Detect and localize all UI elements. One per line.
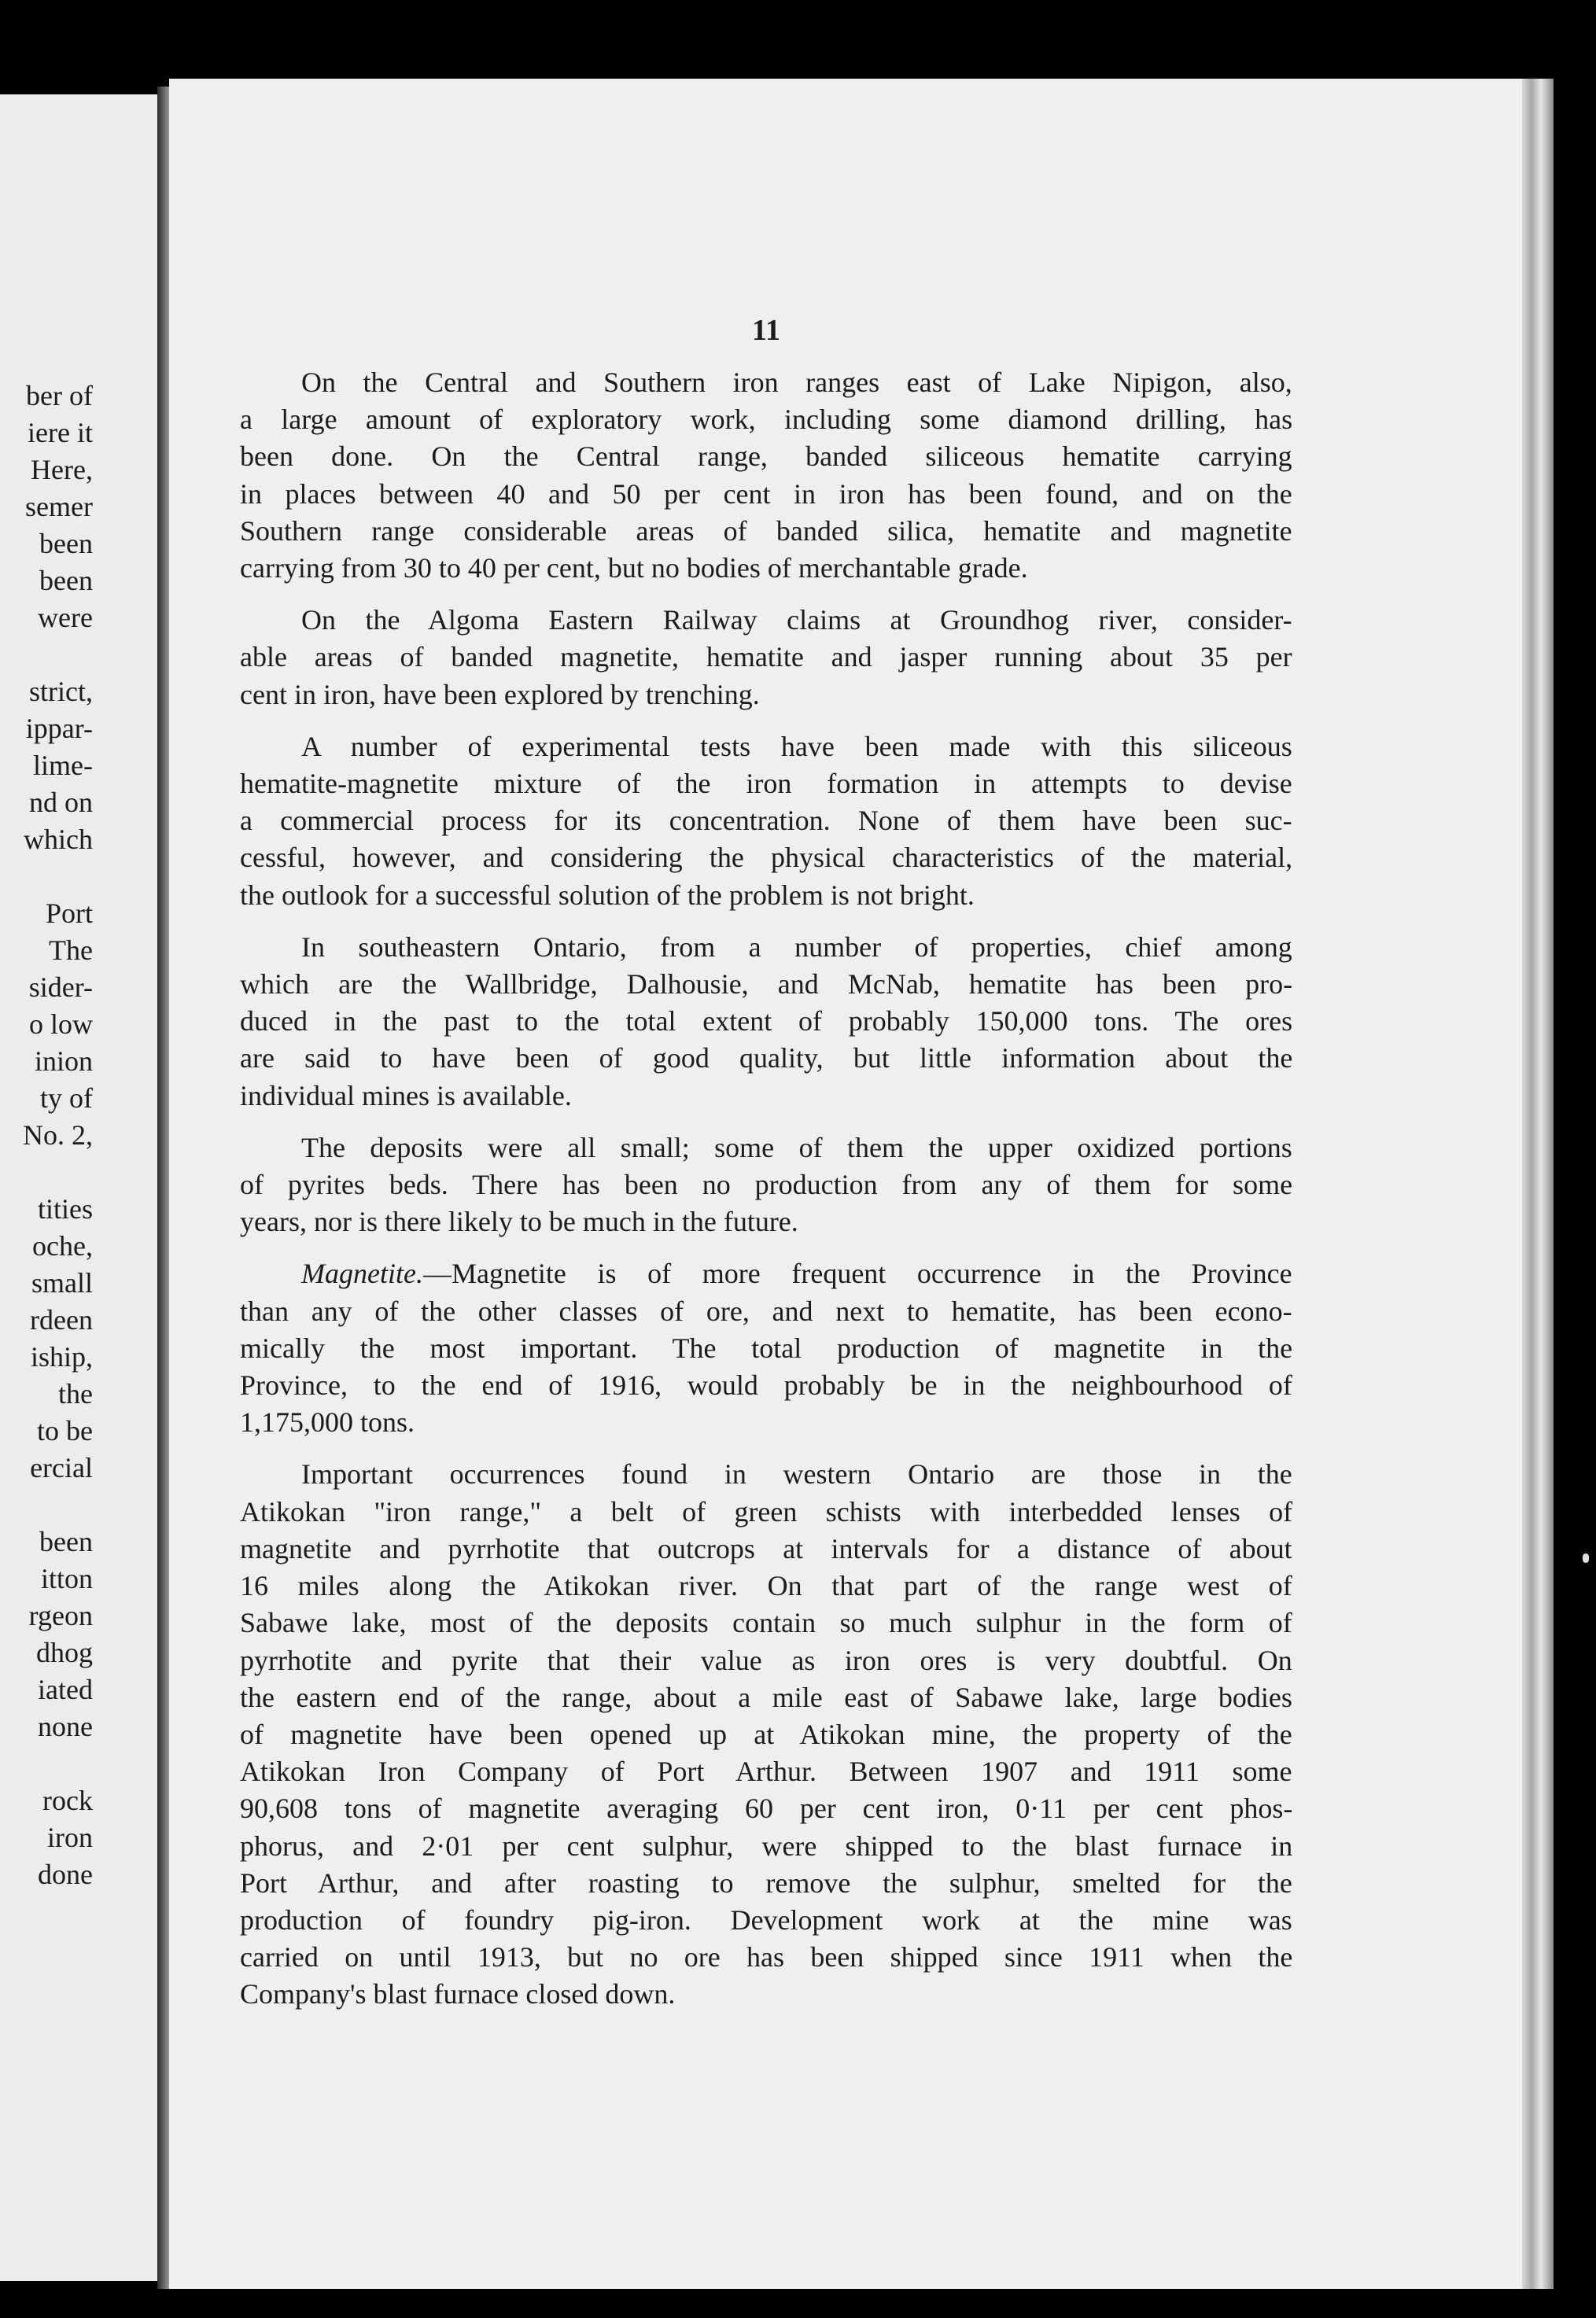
facing-page-line: been bbox=[39, 528, 93, 559]
text-line: Atikokan Iron Company of Port Arthur. Between 1907 and 1911 some bbox=[240, 1756, 1292, 1788]
facing-page-line: strict, bbox=[29, 676, 93, 707]
text-line: are said to have been of good quality, but little information about the bbox=[240, 1042, 1293, 1074]
facing-page-line: ippar- bbox=[25, 713, 93, 744]
paragraph bbox=[240, 728, 1292, 914]
facing-page-line: dhog bbox=[36, 1637, 93, 1668]
facing-page-line: iron bbox=[47, 1822, 93, 1853]
facing-page-line bbox=[23, 1154, 93, 1191]
facing-page-line: itton bbox=[40, 1563, 93, 1594]
paragraph bbox=[240, 1130, 1292, 1241]
text-line: carrying from 30 to 40 per cent, but no bodies of merchantable grade. bbox=[240, 552, 1028, 584]
facing-page-line: rdeen bbox=[30, 1304, 93, 1336]
text-line: Important occurrences found in western Ontario are those in the bbox=[301, 1458, 1292, 1491]
paragraph bbox=[240, 364, 1292, 587]
facing-page-line: which bbox=[24, 824, 93, 855]
paragraph-lead: Magnetite. bbox=[301, 1258, 423, 1290]
text-line bbox=[240, 1255, 1292, 1292]
body-text bbox=[240, 364, 1292, 2014]
text-line: individual mines is available. bbox=[240, 1079, 572, 1111]
facing-page-line: Here, bbox=[31, 454, 93, 485]
text-line: the eastern end of the range, about a mile east of Sabawe lake, large bodies bbox=[240, 1681, 1292, 1713]
text-line: The deposits were all small; some of them the upper oxidized portions bbox=[301, 1131, 1292, 1163]
facing-page-line: iated bbox=[38, 1674, 93, 1705]
text-line: Southern range considerable areas of banded silica, hematite and magnetite bbox=[240, 514, 1292, 547]
text-line: pyrrhotite and pyrite that their value as iron ores is very doubtful. On bbox=[240, 1644, 1292, 1676]
text-line: Company's blast furnace closed down. bbox=[240, 1978, 676, 2010]
facing-page-line bbox=[23, 636, 93, 673]
page-number: 11 bbox=[752, 314, 780, 347]
facing-page bbox=[0, 94, 164, 2281]
text-line: cessful, however, and considering the physical characteristics of the material, bbox=[240, 842, 1293, 874]
text-line: 1,175,000 tons. bbox=[240, 1406, 415, 1439]
facing-page-line: sider- bbox=[28, 971, 93, 1003]
text-line: mically the most important. The total production of magnetite in the bbox=[240, 1332, 1293, 1364]
text-line: in places between 40 and 50 per cent in iron has been found, and on the bbox=[240, 477, 1292, 510]
facing-page-line: small bbox=[31, 1267, 93, 1299]
text-line: Sabawe lake, most of the deposits contain so much sulphur in the form of bbox=[240, 1607, 1292, 1639]
text-line: of pyrites beds. There has been no production from any of them for some bbox=[240, 1169, 1293, 1201]
facing-page-line: Port bbox=[45, 897, 93, 929]
facing-page-line: done bbox=[38, 1859, 93, 1890]
text-line: Province, to the end of 1916, would probably be in the neighbourhood of bbox=[240, 1369, 1292, 1402]
text-line: been done. On the Central range, banded siliceous hematite carrying bbox=[240, 440, 1292, 473]
text-line: 90,608 tons of magnetite averaging 60 per cent iron, 0·11 per cent phos- bbox=[240, 1793, 1293, 1825]
facing-page-line: ercial bbox=[30, 1452, 93, 1483]
facing-page-line bbox=[23, 1487, 93, 1524]
text-line: Port Arthur, and after roasting to remove the sulphur, smelted for the bbox=[240, 1867, 1292, 1899]
paragraph bbox=[240, 1255, 1292, 1441]
page-content bbox=[240, 311, 1292, 2029]
facing-page-line bbox=[23, 858, 93, 895]
facing-page-line: The bbox=[49, 934, 93, 966]
facing-page-line: nd on bbox=[29, 787, 93, 818]
text-line: years, nor is there likely to be much in the future. bbox=[240, 1206, 798, 1238]
text-line: a large amount of exploratory work, including some diamond drilling, has bbox=[240, 404, 1293, 436]
text-line: hematite-magnetite mixture of the iron formation in attempts to devise bbox=[240, 768, 1292, 800]
text-line: A number of experimental tests have been made with this siliceous bbox=[301, 730, 1292, 762]
text-line-rest: —Magnetite is of more frequent occurrence in the Province bbox=[422, 1258, 1292, 1290]
text-line: which are the Wallbridge, Dalhousie, and McNab, hematite has been pro- bbox=[240, 968, 1293, 1001]
facing-page-text bbox=[23, 378, 93, 1893]
text-line: a commercial process for its concentration. None of them have been suc- bbox=[240, 805, 1292, 837]
text-line: duced in the past to the total extent of probably 150,000 tons. The ores bbox=[240, 1005, 1293, 1037]
text-line: than any of the other classes of ore, and next to hematite, has been econo- bbox=[240, 1295, 1292, 1327]
facing-page-line: been bbox=[39, 1526, 93, 1557]
text-line: On the Central and Southern iron ranges east of Lake Nipigon, also, bbox=[301, 367, 1292, 398]
facing-page-line: tities bbox=[38, 1193, 93, 1225]
facing-page-line: been bbox=[39, 565, 93, 596]
facing-page-line: to be bbox=[37, 1415, 93, 1446]
text-line: able areas of banded magnetite, hematite and jasper running about 35 per bbox=[240, 641, 1292, 673]
facing-page-line: oche, bbox=[32, 1230, 93, 1262]
facing-page-line: o low bbox=[29, 1008, 93, 1040]
facing-page-line: none bbox=[38, 1711, 93, 1742]
paragraph bbox=[240, 602, 1292, 713]
facing-page-line: rgeon bbox=[28, 1600, 93, 1631]
facing-page-line: ber of bbox=[26, 380, 93, 411]
facing-page-line: lime- bbox=[33, 750, 93, 781]
text-line: of magnetite have been opened up at Atikokan mine, the property of the bbox=[240, 1718, 1292, 1750]
text-line: In southeastern Ontario, from a number of properties, chief among bbox=[301, 931, 1292, 963]
text-line: carried on until 1913, but no ore has been shipped since 1911 when the bbox=[240, 1941, 1293, 1973]
text-line: phorus, and 2·01 per cent sulphur, were shipped to the blast furnace in bbox=[240, 1830, 1293, 1862]
facing-page-line: rock bbox=[42, 1785, 93, 1816]
text-line: cent in iron, have been explored by trenching. bbox=[240, 678, 760, 710]
facing-page-line: were bbox=[38, 602, 93, 633]
text-line: On the Algoma Eastern Railway claims at Groundhog river, consider- bbox=[301, 604, 1292, 636]
facing-page-line: inion bbox=[34, 1045, 93, 1077]
paragraph bbox=[240, 929, 1292, 1115]
text-line: production of foundry pig-iron. Development work at the mine was bbox=[240, 1903, 1292, 1936]
facing-page-line: the bbox=[58, 1378, 93, 1410]
paragraph bbox=[240, 1456, 1292, 2013]
facing-page-line: semer bbox=[25, 491, 93, 522]
text-line: the outlook for a successful solution of the problem is not bright. bbox=[240, 879, 975, 911]
facing-page-line bbox=[23, 1745, 93, 1782]
text-line: Atikokan "iron range," a belt of green schists with interbedded lenses of bbox=[240, 1495, 1293, 1528]
facing-page-line: No. 2, bbox=[23, 1119, 93, 1151]
facing-page-line: iship, bbox=[30, 1341, 93, 1373]
facing-page-line: ty of bbox=[40, 1082, 93, 1114]
text-line: magnetite and pyrrhotite that outcrops at intervals for a distance of about bbox=[240, 1532, 1292, 1564]
page-edge bbox=[1522, 79, 1554, 2289]
scan-artifact bbox=[1583, 1553, 1589, 1563]
facing-page-line: iere it bbox=[28, 417, 93, 448]
text-line: 16 miles along the Atikokan river. On that part of the range west of bbox=[240, 1570, 1292, 1602]
